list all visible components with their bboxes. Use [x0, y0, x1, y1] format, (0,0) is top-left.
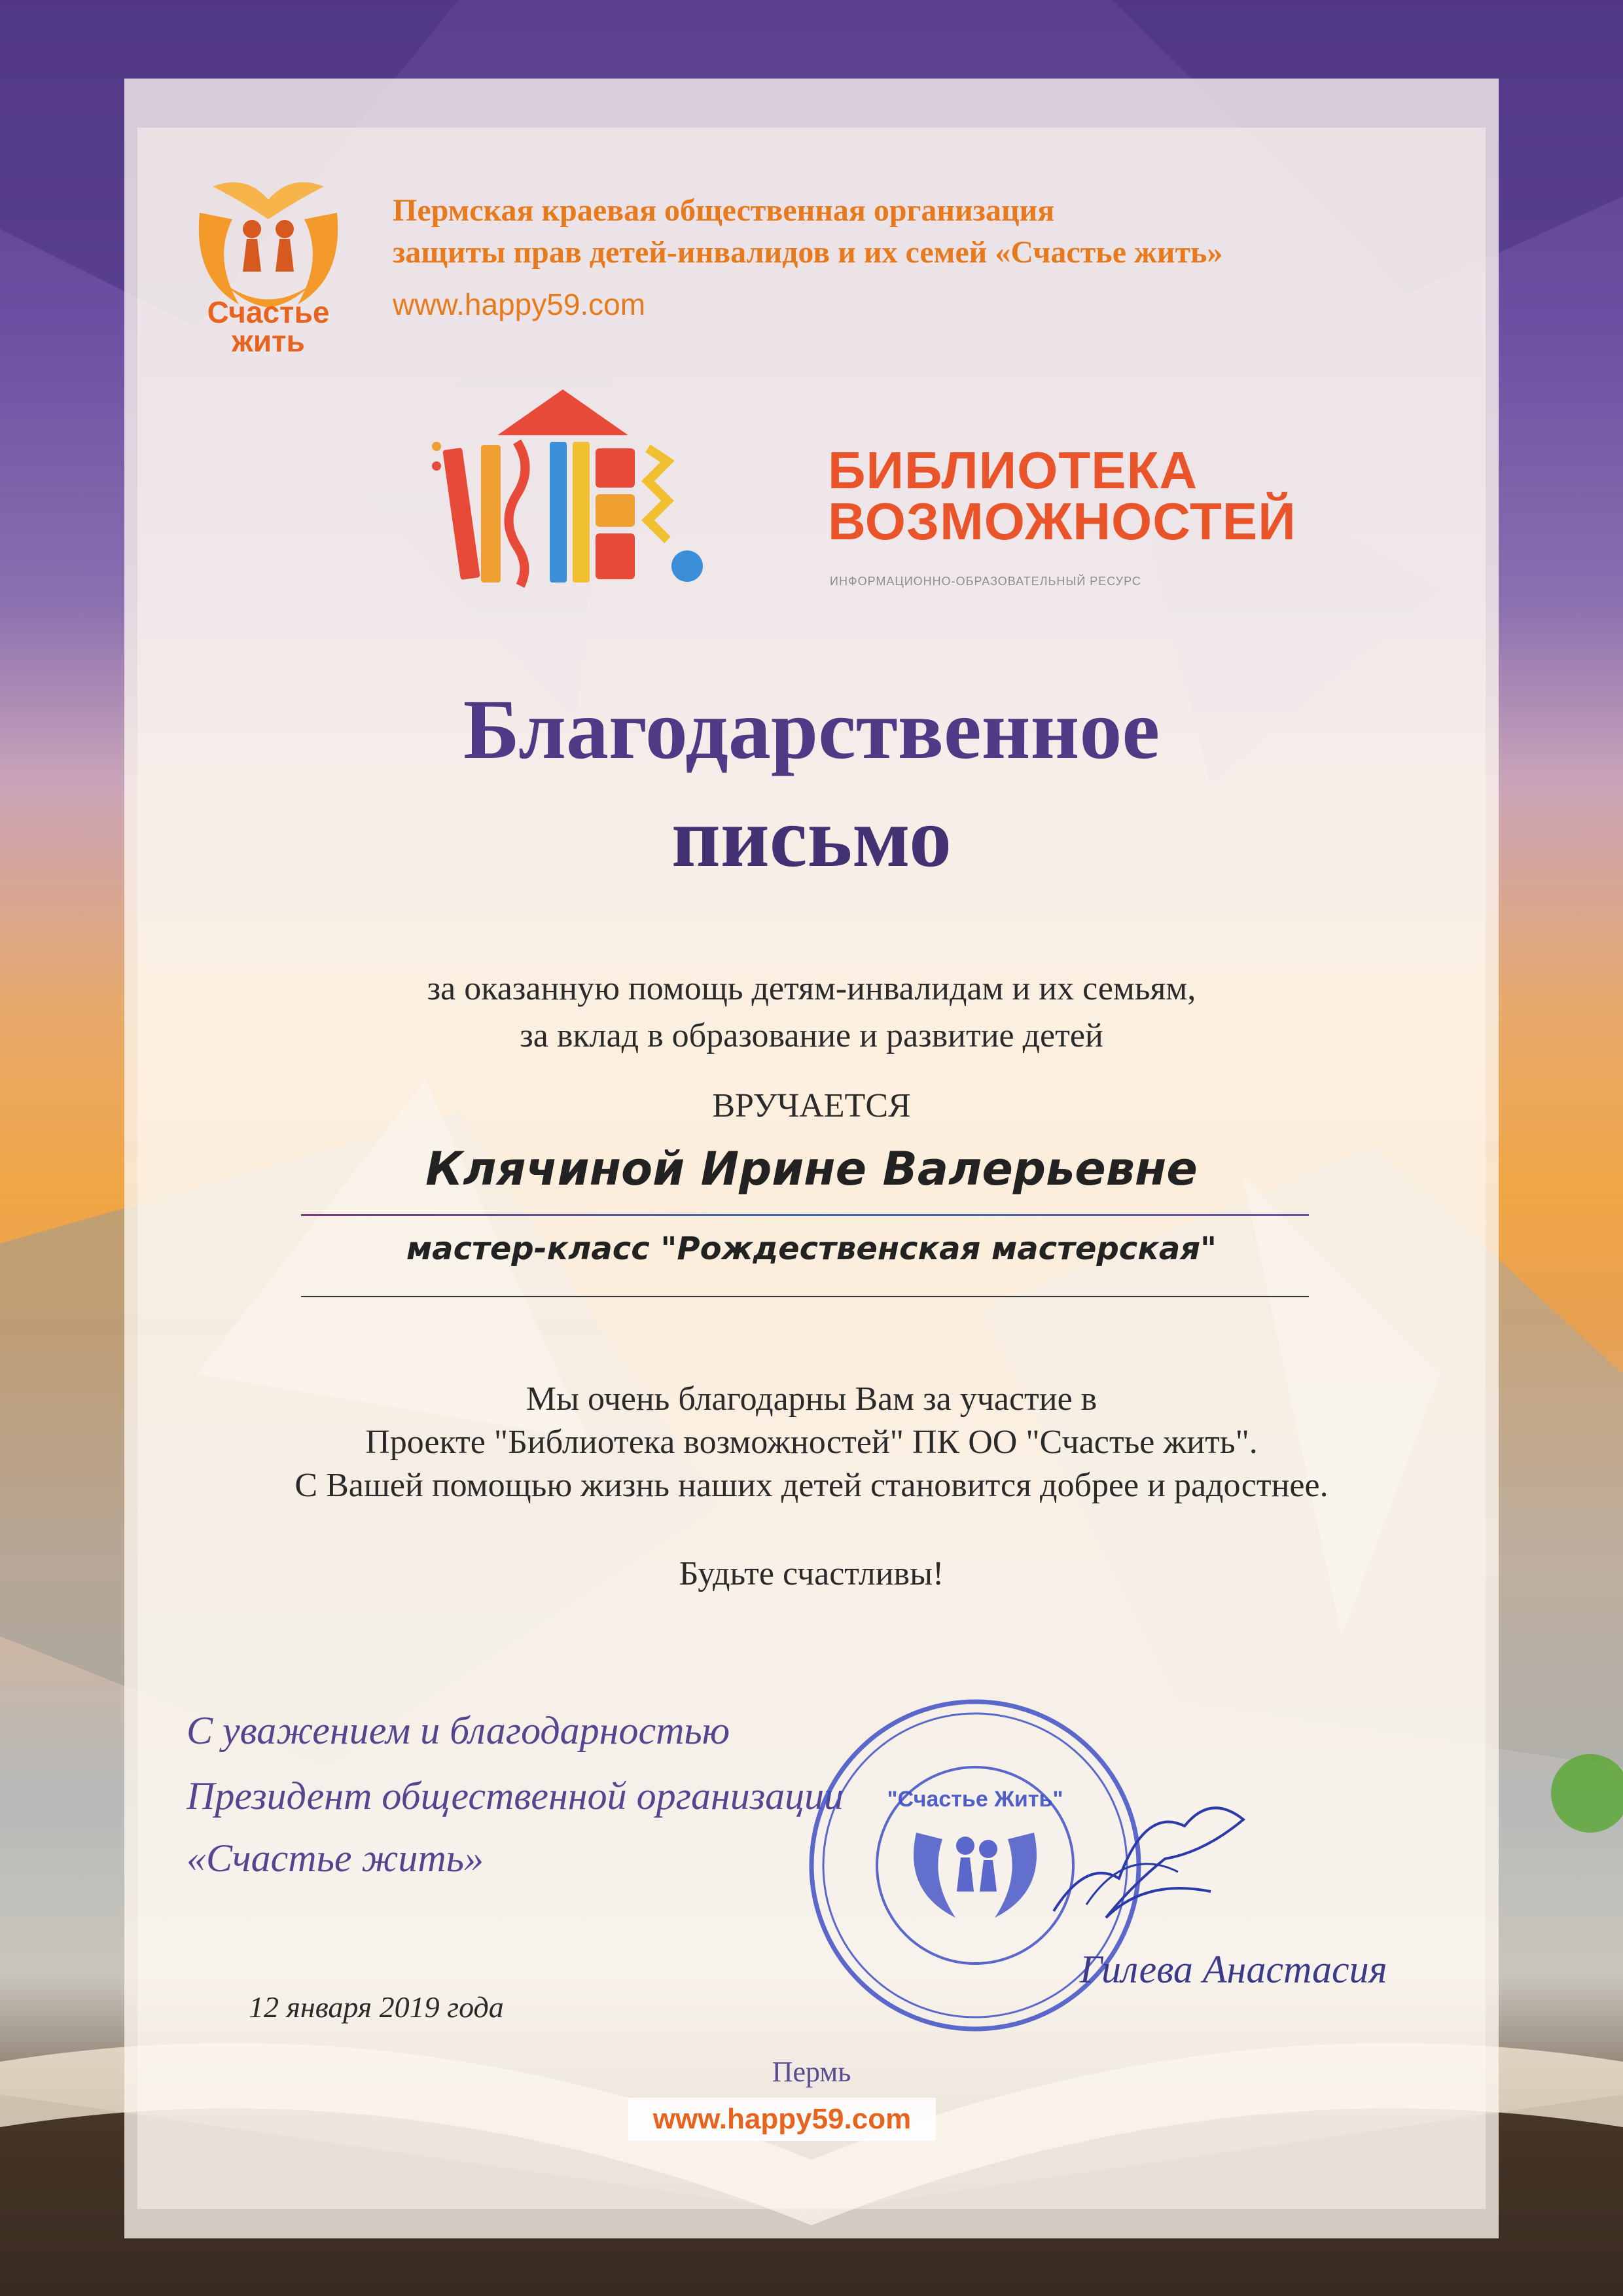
- org-line1: Пермская краевая общественная организация: [393, 193, 1055, 228]
- closing-line1: С уважением и благодарностью: [187, 1709, 730, 1752]
- thanks-line3: С Вашей помощью жизнь наших детей становится добрее и радостнее.: [294, 1467, 1329, 1504]
- org-website: www.happy59.com: [393, 287, 646, 321]
- thanks-text: [0, 1378, 1623, 1507]
- recipient-underline: [301, 1214, 1309, 1216]
- library-logo: [419, 389, 798, 599]
- closing-line3: «Счастье жить»: [187, 1837, 484, 1880]
- footer-website: www.happy59.com: [628, 2098, 936, 2141]
- event-name: мастер-класс "Рождественская мастерская": [406, 1230, 1217, 1267]
- library-subtitle: ИНФОРМАЦИОННО-ОБРАЗОВАТЕЛЬНЫЙ РЕСУРС: [830, 575, 1141, 588]
- svg-text:"Счастье Жить": "Счастье Жить": [887, 1787, 1063, 1812]
- reason-line1: за оказанную помощь детям-инвалидам и их семьям,: [427, 970, 1196, 1007]
- logo-text-line2: жить: [232, 324, 305, 358]
- blocks-icon: [419, 389, 798, 599]
- city-name: Пермь: [772, 2056, 851, 2088]
- signature-scribble: [1047, 1780, 1257, 1937]
- reason-line2: за вклад в образование и развитие детей: [520, 1017, 1103, 1054]
- award-reason: [0, 965, 1623, 1060]
- organization-name: [393, 190, 1222, 274]
- library-title-line2: ВОЗМОЖНОСТЕЙ: [828, 492, 1296, 550]
- certificate-title-line2: письмо: [671, 791, 952, 885]
- recipient-name: Клячиной Ирине Валерьевне: [425, 1142, 1198, 1196]
- happy-life-logo: [187, 173, 350, 363]
- wish-text: Будьте счастливы!: [679, 1555, 944, 1592]
- handwritten-signature: [1047, 1780, 1257, 1937]
- signer-name: Гилева Анастасия: [1080, 1948, 1387, 1991]
- closing-line2: Президент общественной организации: [187, 1774, 844, 1818]
- thanks-line1: Мы очень благодарны Вам за участие в: [526, 1380, 1097, 1418]
- org-line2: защиты прав детей-инвалидов и их семей «Счастье жить»: [393, 235, 1223, 270]
- library-title-line1: БИБЛИОТЕКА: [828, 441, 1198, 499]
- library-title: [828, 441, 1296, 550]
- issue-date: 12 января 2019 года: [249, 1990, 504, 2024]
- logo-text-line1: Счастье: [207, 295, 330, 329]
- thanks-line2: Проекте "Библиотека возможностей" ПК ОО "Счастье жить".: [365, 1424, 1258, 1461]
- awarded-label: ВРУЧАЕТСЯ: [712, 1087, 911, 1124]
- certificate-title-line1: Благодарственное: [463, 683, 1160, 777]
- event-underline: [301, 1296, 1309, 1297]
